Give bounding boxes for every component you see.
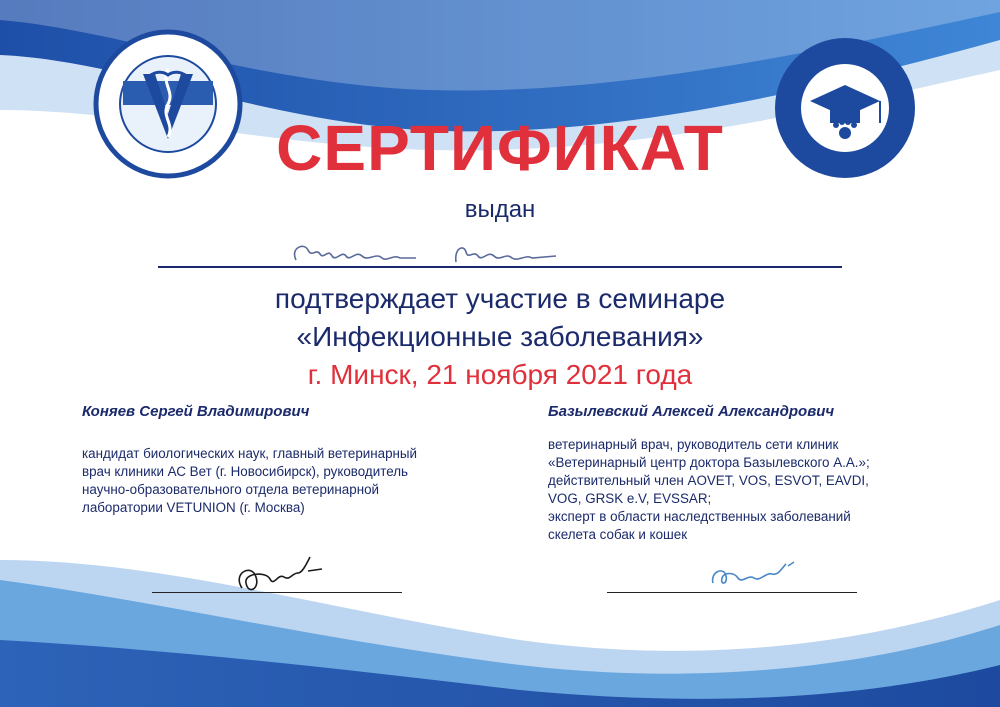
signature-line-left [152,592,402,593]
speaker-description [82,445,502,517]
speaker-description-line: скелета собак и кошек [548,527,688,542]
place-and-date: г. Минск, 21 ноября 2021 года [307,359,693,390]
speaker-description-line: врач клиники АС Вет (г. Новосибирск), руководитель [82,464,408,479]
speaker-description-line: VOG, GRSK e.V, EVSSAR; [548,491,712,506]
issued-label: выдан [464,196,536,223]
speaker-name: Коняев Сергей Владимирович [82,403,310,420]
signature-left [222,543,332,603]
speaker-description-line: ветеринарный врач, руководитель сети клиник [548,437,839,452]
speaker-description-line: «Ветеринарный центр доктора Базылевского А.А.»; [548,455,870,470]
recipient-handwritten-name [286,238,576,268]
recipient-name-line [158,266,842,268]
seminar-title: «Инфекционные заболевания» [296,321,704,352]
signature-line-right [607,592,857,593]
speaker-description-line: лаборатории VETUNION (г. Москва) [82,500,305,515]
speaker-description [548,436,968,544]
speaker-description-line: эксперт в области наследственных заболеваний [548,509,851,524]
certificate-title: СЕРТИФИКАТ [276,112,724,184]
participation-text: подтверждает участие в семинаре [274,283,726,314]
speaker-description-line: научно-образовательного отдела ветеринарной [82,482,380,497]
speaker-description-line: кандидат биологических наук, главный ветеринарный [82,446,418,461]
signature-right [708,558,798,593]
speaker-description-line: действительный член AOVET, VOS, ESVOT, EAVDI, [548,473,869,488]
speaker-name: Базылевский Алексей Александрович [548,403,835,420]
